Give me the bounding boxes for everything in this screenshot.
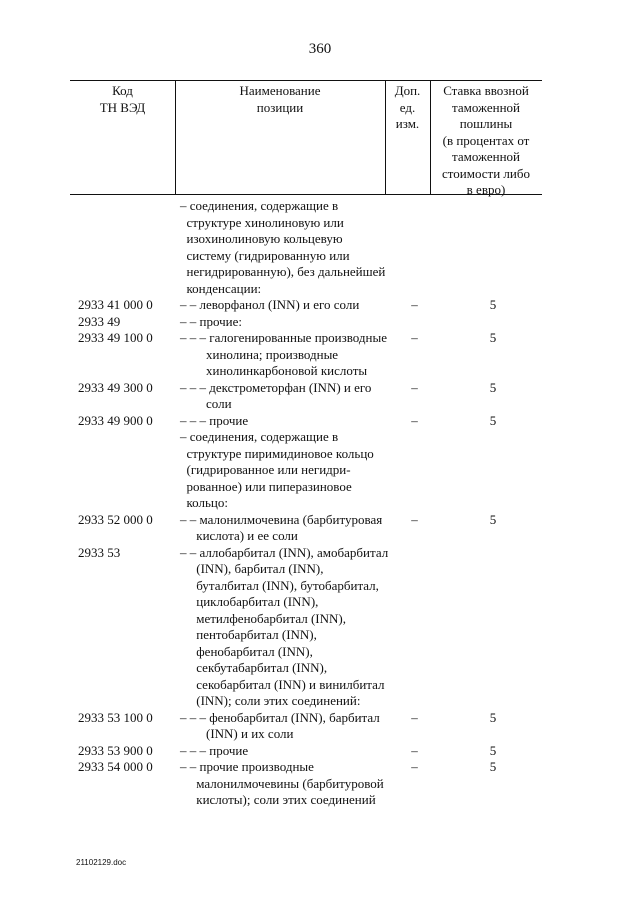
row-name-line: секобарбитал (INN) и винилбитал [180,676,385,692]
row-name-line: буталбитал (INN), бутобарбитал, [180,577,379,593]
row-name-line: конденсации: [180,280,262,296]
row-name [180,710,392,743]
row-rate [437,198,549,297]
row-unit [392,314,437,331]
row-name [180,314,392,331]
row-name-line: структуре пиримидиновое кольцо [180,445,374,461]
row-name-line: метилфенобарбитал (INN), [180,610,346,626]
row-rate: 5 [489,742,497,758]
row-rate [437,545,549,710]
row-name-line: кислоты); соли этих соединений [180,792,376,807]
table-row [0,429,640,512]
row-name [180,759,392,809]
row-name-line: структуре хинолиновую или [180,214,344,230]
row-unit: – [411,330,418,345]
table-row [0,512,640,545]
row-name-line: – – леворфанол (INN) и его соли [180,297,360,312]
row-unit: – [411,709,418,725]
column-header-unit: Доп. ед. изм. [394,83,421,131]
row-name-line: хинолина; производные [180,346,339,362]
row-code: 2933 54 000 0 [78,759,153,774]
row-unit: – [411,742,418,758]
row-name-line: негидрированную), без дальнейшей [180,264,386,279]
row-rate: 5 [489,759,497,774]
row-rate: 5 [489,379,497,395]
table-row [0,380,640,413]
row-name-line: соли [180,396,232,411]
row-name [180,330,392,380]
table-row [0,545,640,710]
row-unit [392,429,437,512]
row-unit: – [411,379,418,395]
row-name [180,512,392,545]
row-name-line: фенобарбитал (INN), [180,643,313,659]
row-code: 2933 53 [78,544,121,560]
table-row [0,198,640,297]
tariff-table-body [0,198,640,809]
row-name [180,380,392,413]
row-unit [392,198,437,297]
row-code: 2933 49 300 0 [78,379,153,395]
row-name-line: пентобарбитал (INN), [180,627,317,642]
row-name-line: (INN), барбитал (INN), [180,561,324,576]
document-filename: 21102129.doc [76,858,127,867]
row-unit: – [411,412,418,428]
row-name-line: – – малонилмочевина (барбитуровая [180,511,383,527]
row-rate: 5 [489,511,497,527]
row-name-line: кислота) и ее соли [180,528,298,543]
row-name [180,297,392,314]
column-header-name: Наименование позиции [239,83,321,115]
table-row [0,330,640,380]
row-name-line: циклобарбитал (INN), [180,594,319,609]
row-name-line: рованное) или пиперазиновое [180,478,352,494]
row-code: 2933 49 100 0 [78,330,153,345]
row-name-line: – – – галогенированные производные [180,330,388,345]
column-header-code: Код ТН ВЭД [99,83,146,115]
row-name-line: – – прочие: [180,313,242,329]
table-row [0,710,640,743]
row-name-line: хинолинкарбоновой кислоты [180,363,368,378]
row-rate [437,429,549,512]
row-code: 2933 52 000 0 [78,511,153,527]
row-code: 2933 53 900 0 [78,742,153,758]
row-name-line: (INN) и их соли [180,726,294,741]
row-name [180,545,392,710]
row-name-line: – – аллобарбитал (INN), амобарбитал [180,544,389,560]
row-name [180,198,392,297]
row-name-line: малонилмочевины (барбитуровой [180,775,384,791]
row-unit: – [411,297,418,312]
table-row [0,413,640,430]
row-rate [437,314,549,331]
row-code: 2933 41 000 0 [78,297,153,312]
table-row [0,743,640,760]
row-unit [392,545,437,710]
row-name-line: – – – прочие [180,742,249,758]
page-number: 360 [308,41,332,57]
row-name [180,429,392,512]
row-name-line: секбутабарбитал (INN), [180,660,328,675]
row-name-line: – – прочие производные [180,759,314,774]
row-rate: 5 [489,330,497,345]
row-name-line: (гидрированное или негидри- [180,462,351,477]
row-name [180,413,392,430]
row-name-line: – – – прочие [180,412,249,428]
row-code: 2933 49 [78,313,121,329]
table-row [0,759,640,809]
row-code [0,198,183,297]
row-name-line: изохинолиновую кольцевую [180,231,343,246]
table-top-rule [70,80,542,81]
row-unit: – [411,511,418,527]
row-name-line: – – – декстрометорфан (INN) и его [180,379,372,395]
row-code: 2933 49 900 0 [78,412,153,428]
row-unit: – [411,759,418,774]
row-code [0,429,183,512]
row-name-line: систему (гидрированную или [180,247,350,263]
column-header-rate: Ставка ввозной таможенной пошлины (в процентах от таможенной стоимости либо в евро) [441,83,530,197]
row-name-line: – соединения, содержащие в [180,429,339,444]
row-rate: 5 [489,412,497,428]
row-rate: 5 [489,709,497,725]
row-name-line: – – – фенобарбитал (INN), барбитал [180,709,380,725]
row-name-line: (INN); соли этих соединений: [180,693,361,708]
table-row [0,314,640,331]
row-name-line: кольцо: [180,495,228,510]
table-row [0,297,640,314]
row-code: 2933 53 100 0 [78,709,153,725]
row-name [180,743,392,760]
row-rate: 5 [489,297,497,312]
row-name-line: – соединения, содержащие в [180,198,339,213]
